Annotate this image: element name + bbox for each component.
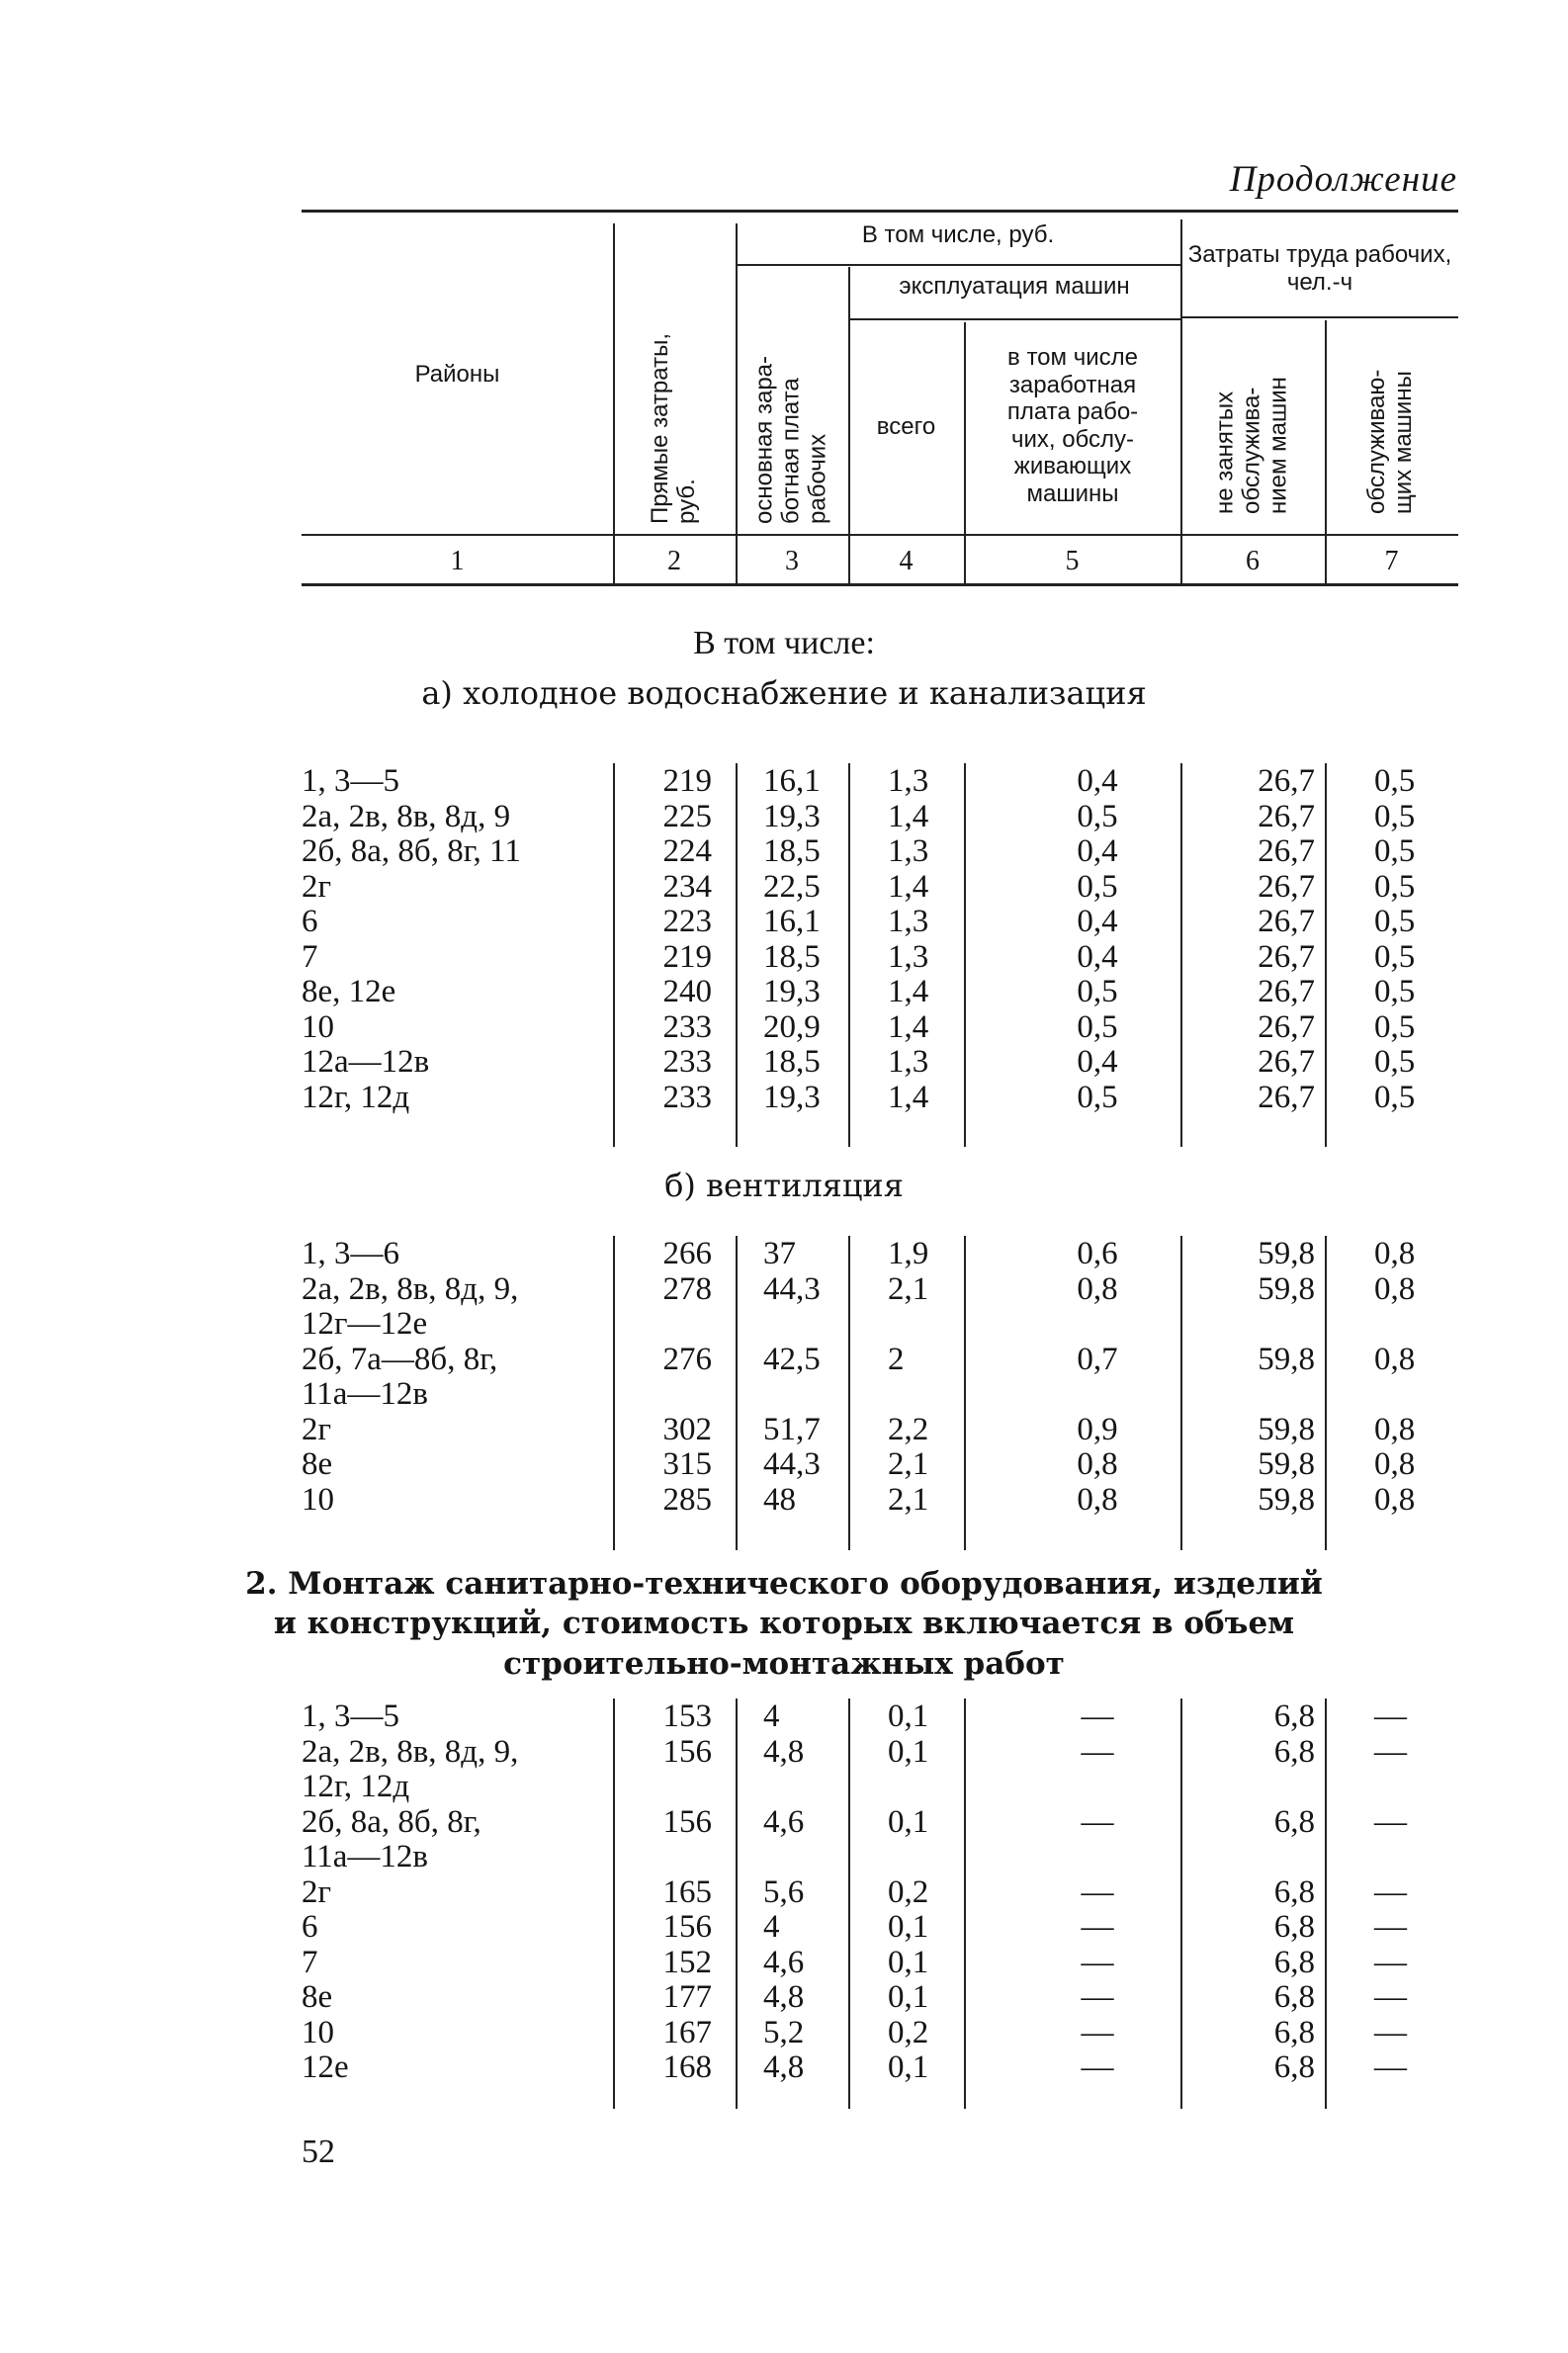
value-cell-c2: 276 [662, 1341, 712, 1377]
value-cell-c7: 0,5 [1374, 798, 1416, 834]
value-cell-c7: 0,5 [1374, 1044, 1416, 1080]
header-divider-4 [964, 322, 966, 583]
value-cell-c4: 2 [888, 1341, 905, 1377]
value-cell-c7: — [1374, 1979, 1407, 2015]
header-servicing: обслуживаю- щих машины [1363, 369, 1417, 514]
value-cell-c3: 4,6 [763, 1803, 805, 1840]
value-cell-c7: 0,5 [1374, 1008, 1416, 1045]
value-cell-c3: 22,5 [763, 868, 821, 905]
value-cell-c3: 18,5 [763, 833, 821, 869]
value-cell-c7: 0,8 [1374, 1270, 1416, 1307]
value-cell-c6: 26,7 [1258, 798, 1315, 834]
value-cell-c4: 2,2 [888, 1411, 929, 1447]
value-cell-c6: 26,7 [1258, 1044, 1315, 1080]
value-cell-c7: — [1374, 1944, 1407, 1980]
value-cell-c5: — [1081, 1944, 1114, 1980]
value-cell-c7: — [1374, 2049, 1407, 2085]
table-row [0, 1874, 1568, 1910]
district-cell: 12а—12в [302, 1044, 430, 1080]
value-cell-c2: 223 [662, 904, 712, 939]
district-cell: 12е [302, 2049, 349, 2085]
section-b-body [0, 1236, 1568, 1552]
table-row [0, 799, 1568, 834]
value-cell-c6: 26,7 [1258, 868, 1315, 905]
table-row [0, 1080, 1568, 1115]
value-cell-c7: — [1374, 1803, 1407, 1840]
value-cell-c5: 0,5 [1077, 1079, 1118, 1115]
value-cell-c3: 18,5 [763, 1044, 821, 1080]
section-b-title: б) вентиляция [664, 1167, 904, 1204]
value-cell-c3: 51,7 [763, 1411, 821, 1447]
colnum-4: 4 [899, 546, 914, 576]
value-cell-c4: 1,4 [888, 974, 929, 1009]
district-cell: 6 [302, 1909, 318, 1945]
header-total: всего [876, 413, 936, 440]
district-cell: 10 [302, 2014, 334, 2050]
header-subrule-machines [736, 264, 1180, 266]
value-cell-c6: 6,8 [1273, 1803, 1315, 1840]
value-cell-c5: 0,4 [1077, 1044, 1118, 1080]
table-row [0, 1342, 1568, 1377]
value-cell-c5: 0,5 [1077, 1008, 1118, 1045]
value-cell-c2: 315 [662, 1446, 712, 1482]
value-cell-c6: 6,8 [1273, 1699, 1315, 1734]
table-row [0, 974, 1568, 1009]
value-cell-c7: — [1374, 1909, 1407, 1945]
table-row [0, 1909, 1568, 1945]
district-cell: 8е, 12е [302, 974, 396, 1009]
value-cell-c4: 1,3 [888, 938, 929, 975]
district-cell: 2а, 2в, 8в, 8д, 9 [302, 798, 511, 834]
value-cell-c3: 4,8 [763, 1733, 805, 1770]
value-cell-c4: 1,9 [888, 1236, 929, 1271]
value-cell-c7: 0,5 [1374, 833, 1416, 869]
value-cell-c6: 6,8 [1273, 1909, 1315, 1945]
table-row [0, 1839, 1568, 1874]
page-number: 52 [302, 2134, 335, 2170]
value-cell-c4: 1,3 [888, 1044, 929, 1080]
value-cell-c2: 233 [662, 1044, 712, 1080]
value-cell-c2: 152 [662, 1944, 712, 1980]
value-cell-c3: 4 [763, 1699, 780, 1734]
colnum-2: 2 [667, 546, 681, 576]
district-cell: 1, 3—5 [302, 763, 399, 799]
value-cell-c6: 26,7 [1258, 1008, 1315, 1045]
value-cell-c3: 5,2 [763, 2014, 805, 2050]
value-cell-c3: 19,3 [763, 1079, 821, 1115]
district-cell: 12г, 12д [302, 1079, 410, 1115]
value-cell-c7: 0,5 [1374, 904, 1416, 939]
value-cell-c2: 167 [662, 2014, 712, 2050]
header-divider-2 [736, 223, 738, 583]
value-cell-c4: 1,4 [888, 1079, 929, 1115]
value-cell-c3: 44,3 [763, 1270, 821, 1307]
value-cell-c2: 224 [662, 833, 712, 869]
value-cell-c7: — [1374, 1733, 1407, 1770]
value-cell-c6: 26,7 [1258, 763, 1315, 799]
header-divider-1 [613, 223, 615, 583]
header-not-servicing: не занятых обслужива- нием машин [1211, 377, 1292, 514]
value-cell-c6: 59,8 [1258, 1341, 1315, 1377]
continuation-label: Продолжение [1229, 159, 1457, 200]
district-cell: 12г—12е [302, 1306, 428, 1342]
value-cell-c4: 1,4 [888, 798, 929, 834]
value-cell-c4: 0,1 [888, 1803, 929, 1840]
table-row [0, 1734, 1568, 1770]
district-cell: 10 [302, 1481, 334, 1518]
value-cell-c5: — [1081, 1979, 1114, 2015]
value-cell-c4: 0,2 [888, 1874, 929, 1910]
value-cell-c4: 1,3 [888, 763, 929, 799]
district-cell: 7 [302, 1944, 318, 1980]
district-cell: 2г [302, 1411, 332, 1447]
value-cell-c2: 219 [662, 938, 712, 975]
colnum-bottom-rule [302, 583, 1458, 586]
value-cell-c6: 6,8 [1273, 2014, 1315, 2050]
value-cell-c6: 59,8 [1258, 1446, 1315, 1482]
value-cell-c7: — [1374, 1699, 1407, 1734]
value-cell-c6: 59,8 [1258, 1411, 1315, 1447]
district-cell: 2а, 2в, 8в, 8д, 9, [302, 1270, 519, 1307]
value-cell-c2: 153 [662, 1699, 712, 1734]
value-cell-c5: 0,4 [1077, 763, 1118, 799]
value-cell-c6: 6,8 [1273, 1979, 1315, 2015]
table-row [0, 833, 1568, 869]
value-cell-c4: 0,1 [888, 1699, 929, 1734]
section-2-title-line-3: строительно-монтажных работ [503, 1645, 1065, 1682]
value-cell-c6: 6,8 [1273, 2049, 1315, 2085]
value-cell-c4: 1,4 [888, 868, 929, 905]
colnum-5: 5 [1065, 546, 1080, 576]
value-cell-c7: 0,8 [1374, 1341, 1416, 1377]
value-cell-c4: 2,1 [888, 1446, 929, 1482]
table-row [0, 763, 1568, 799]
district-cell: 6 [302, 904, 318, 939]
table-row [0, 939, 1568, 975]
value-cell-c4: 0,1 [888, 1944, 929, 1980]
value-cell-c3: 4,8 [763, 1979, 805, 2015]
value-cell-c3: 48 [763, 1481, 796, 1518]
table-row [0, 1412, 1568, 1447]
value-cell-c5: 0,5 [1077, 974, 1118, 1009]
value-cell-c6: 6,8 [1273, 1733, 1315, 1770]
value-cell-c5: 0,4 [1077, 904, 1118, 939]
header-labor-costs: Затраты труда рабочих, чел.-ч [1187, 241, 1452, 296]
value-cell-c2: 219 [662, 763, 712, 799]
value-cell-c5: 0,7 [1077, 1341, 1118, 1377]
value-cell-c7: 0,8 [1374, 1411, 1416, 1447]
value-cell-c3: 4 [763, 1909, 780, 1945]
value-cell-c7: 0,8 [1374, 1446, 1416, 1482]
value-cell-c2: 165 [662, 1874, 712, 1910]
value-cell-c5: — [1081, 1803, 1114, 1840]
value-cell-c4: 1,4 [888, 1008, 929, 1045]
district-cell: 1, 3—5 [302, 1699, 399, 1734]
district-cell: 12г, 12д [302, 1769, 410, 1804]
district-cell: 2б, 8а, 8б, 8г, [302, 1803, 481, 1840]
value-cell-c7: — [1374, 1874, 1407, 1910]
header-including-rub: В том числе, руб. [861, 221, 1055, 248]
header-bottom-rule [302, 534, 1458, 536]
value-cell-c2: 225 [662, 798, 712, 834]
table-row [0, 1376, 1568, 1412]
value-cell-c2: 302 [662, 1411, 712, 1447]
table-row [0, 1804, 1568, 1840]
value-cell-c4: 0,1 [888, 1909, 929, 1945]
value-cell-c2: 240 [662, 974, 712, 1009]
value-cell-c5: — [1081, 1699, 1114, 1734]
value-cell-c6: 26,7 [1258, 833, 1315, 869]
value-cell-c6: 26,7 [1258, 974, 1315, 1009]
district-cell: 8е [302, 1979, 333, 2015]
value-cell-c2: 233 [662, 1008, 712, 1045]
header-districts: Районы [414, 361, 500, 388]
value-cell-c6: 26,7 [1258, 1079, 1315, 1115]
header-top-rule [302, 210, 1458, 213]
value-cell-c5: — [1081, 2014, 1114, 2050]
value-cell-c5: 0,8 [1077, 1481, 1118, 1518]
value-cell-c5: 0,4 [1077, 833, 1118, 869]
table-row [0, 2049, 1568, 2085]
colnum-3: 3 [785, 546, 799, 576]
value-cell-c3: 37 [763, 1236, 796, 1271]
district-cell: 2б, 7а—8б, 8г, [302, 1341, 498, 1377]
value-cell-c4: 1,3 [888, 904, 929, 939]
header-subrule-labor [1180, 316, 1458, 318]
district-cell: 2г [302, 1874, 332, 1910]
value-cell-c6: 59,8 [1258, 1236, 1315, 1271]
header-divider-5 [1180, 219, 1182, 583]
colnum-7: 7 [1384, 546, 1399, 576]
value-cell-c3: 19,3 [763, 798, 821, 834]
table-row [0, 1769, 1568, 1804]
value-cell-c6: 26,7 [1258, 904, 1315, 939]
value-cell-c5: 0,9 [1077, 1411, 1118, 1447]
table-row [0, 1699, 1568, 1734]
table-row [0, 1306, 1568, 1342]
including-heading: В том числе: [693, 625, 875, 661]
value-cell-c3: 42,5 [763, 1341, 821, 1377]
colnum-1: 1 [450, 546, 465, 576]
table-row [0, 1979, 1568, 2015]
section-2-title-line-1: 2. Монтаж санитарно-технического оборудования, изделий [245, 1566, 1323, 1602]
header-machine-wage: в том числе заработная плата рабо- чих, обслу- живающих машины [1006, 344, 1139, 507]
value-cell-c5: 0,5 [1077, 798, 1118, 834]
district-cell: 2а, 2в, 8в, 8д, 9, [302, 1733, 519, 1770]
value-cell-c3: 44,3 [763, 1446, 821, 1482]
value-cell-c6: 6,8 [1273, 1874, 1315, 1910]
value-cell-c3: 4,8 [763, 2049, 805, 2085]
colnum-6: 6 [1246, 546, 1260, 576]
value-cell-c2: 156 [662, 1803, 712, 1840]
value-cell-c7: 0,8 [1374, 1236, 1416, 1271]
value-cell-c2: 156 [662, 1909, 712, 1945]
value-cell-c2: 266 [662, 1236, 712, 1271]
value-cell-c2: 156 [662, 1733, 712, 1770]
table-row [0, 1236, 1568, 1271]
value-cell-c2: 285 [662, 1481, 712, 1518]
value-cell-c4: 0,1 [888, 1979, 929, 2015]
table-row [0, 904, 1568, 939]
district-cell: 2г [302, 868, 332, 905]
value-cell-c4: 0,2 [888, 2014, 929, 2050]
value-cell-c3: 18,5 [763, 938, 821, 975]
value-cell-c4: 1,3 [888, 833, 929, 869]
table-row [0, 1446, 1568, 1482]
section-2-title-line-2: и конструкций, стоимость которых включается в объем [273, 1606, 1295, 1642]
district-cell: 1, 3—6 [302, 1236, 399, 1271]
value-cell-c5: — [1081, 1909, 1114, 1945]
value-cell-c2: 168 [662, 2049, 712, 2085]
value-cell-c5: — [1081, 1874, 1114, 1910]
table-row [0, 1482, 1568, 1518]
value-cell-c5: 0,5 [1077, 868, 1118, 905]
section-2-title [0, 1564, 1568, 1684]
value-cell-c5: 0,6 [1077, 1236, 1118, 1271]
section-a-title: а) холодное водоснабжение и канализация [421, 674, 1147, 712]
value-cell-c3: 16,1 [763, 904, 821, 939]
value-cell-c7: — [1374, 2014, 1407, 2050]
header-machine-operation: эксплуатация машин [899, 273, 1130, 300]
value-cell-c5: 0,4 [1077, 938, 1118, 975]
header-base-wage: основная зара- ботная плата рабочих [750, 355, 831, 524]
value-cell-c7: 0,5 [1374, 868, 1416, 905]
value-cell-c7: 0,8 [1374, 1481, 1416, 1518]
section-2-body [0, 1699, 1568, 2114]
table-row [0, 1044, 1568, 1080]
district-cell: 11а—12в [302, 1839, 429, 1874]
header-direct-costs: Прямые затраты, руб. [647, 333, 700, 524]
value-cell-c3: 4,6 [763, 1944, 805, 1980]
table-row [0, 1009, 1568, 1045]
value-cell-c4: 2,1 [888, 1270, 929, 1307]
value-cell-c3: 16,1 [763, 763, 821, 799]
table-row [0, 1271, 1568, 1307]
district-cell: 10 [302, 1008, 334, 1045]
table-row [0, 869, 1568, 905]
table-row [0, 1945, 1568, 1980]
value-cell-c5: 0,8 [1077, 1270, 1118, 1307]
district-cell: 2б, 8а, 8б, 8г, 11 [302, 833, 521, 869]
value-cell-c6: 6,8 [1273, 1944, 1315, 1980]
value-cell-c3: 5,6 [763, 1874, 805, 1910]
value-cell-c2: 233 [662, 1079, 712, 1115]
value-cell-c3: 20,9 [763, 1008, 821, 1045]
value-cell-c5: — [1081, 2049, 1114, 2085]
table-row [0, 2015, 1568, 2050]
value-cell-c6: 59,8 [1258, 1481, 1315, 1518]
value-cell-c2: 234 [662, 868, 712, 905]
value-cell-c4: 2,1 [888, 1481, 929, 1518]
header-subrule-machine-cols [848, 318, 1180, 320]
value-cell-c2: 177 [662, 1979, 712, 2015]
value-cell-c5: — [1081, 1733, 1114, 1770]
value-cell-c7: 0,5 [1374, 974, 1416, 1009]
district-cell: 11а—12в [302, 1376, 429, 1412]
value-cell-c7: 0,5 [1374, 763, 1416, 799]
value-cell-c4: 0,1 [888, 1733, 929, 1770]
value-cell-c5: 0,8 [1077, 1446, 1118, 1482]
section-a-body [0, 763, 1568, 1149]
value-cell-c4: 0,1 [888, 2049, 929, 2085]
value-cell-c3: 19,3 [763, 974, 821, 1009]
district-cell: 7 [302, 938, 318, 975]
value-cell-c2: 278 [662, 1270, 712, 1307]
value-cell-c7: 0,5 [1374, 1079, 1416, 1115]
header-divider-6 [1325, 320, 1327, 583]
value-cell-c6: 59,8 [1258, 1270, 1315, 1307]
value-cell-c6: 26,7 [1258, 938, 1315, 975]
district-cell: 8е [302, 1446, 333, 1482]
value-cell-c7: 0,5 [1374, 938, 1416, 975]
